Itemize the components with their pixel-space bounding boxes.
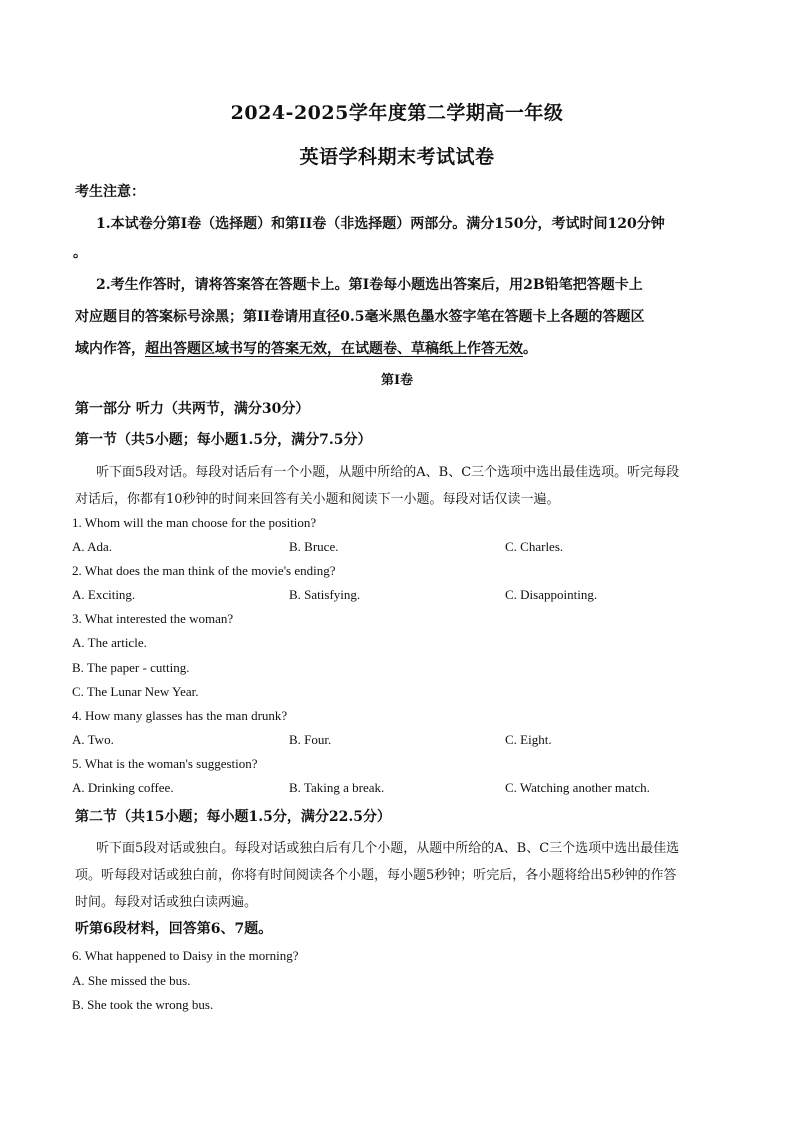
q2-option-b: B. Satisfying. — [289, 587, 361, 602]
notice-item2-line3 — [75, 338, 725, 358]
q3-option-a: A. The article. — [72, 635, 147, 650]
q5-option-c: C. Watching another match. — [505, 780, 650, 795]
q1-option-b: B. Bruce. — [289, 539, 339, 554]
q6-option-a: A. She missed the bus. — [72, 973, 191, 988]
notice-heading: 考生注意： — [75, 184, 145, 200]
passage6-heading: 听第6段材料，回答第6、7题。 — [75, 921, 273, 937]
notice-item1: 1.本试卷分第I卷（选择题）和第II卷（非选择题）两部分。满分150分，考试时间120分钟 — [96, 216, 665, 232]
q5-option-a: A. Drinking coffee. — [72, 780, 174, 795]
notice-item2-line3-end: 。 — [523, 341, 537, 357]
section2-heading: 第二节（共15小题；每小题1.5分，满分22.5分） — [75, 809, 391, 825]
notice-item2-line1: 2.考生作答时，请将答案答在答题卡上。第I卷每小题选出答案后，用2B铅笔把答题卡上 — [96, 277, 643, 293]
section2-instruction-line1: 听下面5段对话或独白。每段对话或独白后有几个小题，从题中所给的A、B、C三个选项中选出最佳选 — [96, 841, 680, 856]
notice-item2-line3-plain: 域内作答， — [75, 341, 145, 357]
q2-option-c: C. Disappointing. — [505, 587, 598, 602]
question-5: 5. What is the woman's suggestion? — [72, 756, 258, 771]
exam-title-line1: 2024-2025学年度第二学期高一年级 — [230, 102, 564, 124]
notice-item2-line2: 对应题目的答案标号涂黑；第II卷请用直径0.5毫米黑色墨水签字笔在答题卡上各题的答题区 — [75, 309, 645, 325]
q5-option-b: B. Taking a break. — [289, 780, 385, 795]
question-6: 6. What happened to Daisy in the morning? — [72, 948, 299, 963]
notice-warning-underlined: 超出答题区域书写的答案无效，在试题卷、草稿纸上作答无效 — [145, 341, 523, 357]
section1-instruction-line2: 对话后，你都有10秒钟的时间来回答有关小题和阅读下一小题。每段对话仅读一遍。 — [75, 492, 560, 507]
question-3: 3. What interested the woman? — [72, 611, 234, 626]
q6-option-b: B. She took the wrong bus. — [72, 997, 214, 1012]
question-2: 2. What does the man think of the movie's ending? — [72, 563, 336, 578]
q4-option-c: C. Eight. — [505, 732, 552, 747]
section2-instruction-line3: 时间。每段对话或独白读两遍。 — [75, 895, 258, 910]
q1-option-a: A. Ada. — [72, 539, 113, 554]
section2-instruction-line2: 项。听每段对话或独白前，你将有时间阅读各个小题，每小题5秒钟；听完后，各小题将给出5秒钟的作答 — [75, 868, 677, 883]
q3-option-c: C. The Lunar New Year. — [72, 684, 199, 699]
q1-option-c: C. Charles. — [505, 539, 564, 554]
q3-option-b: B. The paper - cutting. — [72, 660, 190, 675]
notice-item1-tail: 。 — [73, 245, 87, 261]
volume-label: 第I卷 — [380, 373, 414, 388]
q4-option-b: B. Four. — [289, 732, 332, 747]
q2-option-a: A. Exciting. — [72, 587, 136, 602]
question-1: 1. Whom will the man choose for the position? — [72, 515, 317, 530]
question-4: 4. How many glasses has the man drunk? — [72, 708, 288, 723]
section1-instruction-line1: 听下面5段对话。每段对话后有一个小题，从题中所给的A、B、C三个选项中选出最佳选项。听完每段 — [96, 465, 680, 480]
exam-title-line2: 英语学科期末考试试卷 — [299, 146, 495, 168]
part1-heading: 第一部分 听力（共两节，满分30分） — [75, 401, 310, 417]
q4-option-a: A. Two. — [72, 732, 114, 747]
section1-heading: 第一节（共5小题；每小题1.5分，满分7.5分） — [75, 432, 372, 448]
